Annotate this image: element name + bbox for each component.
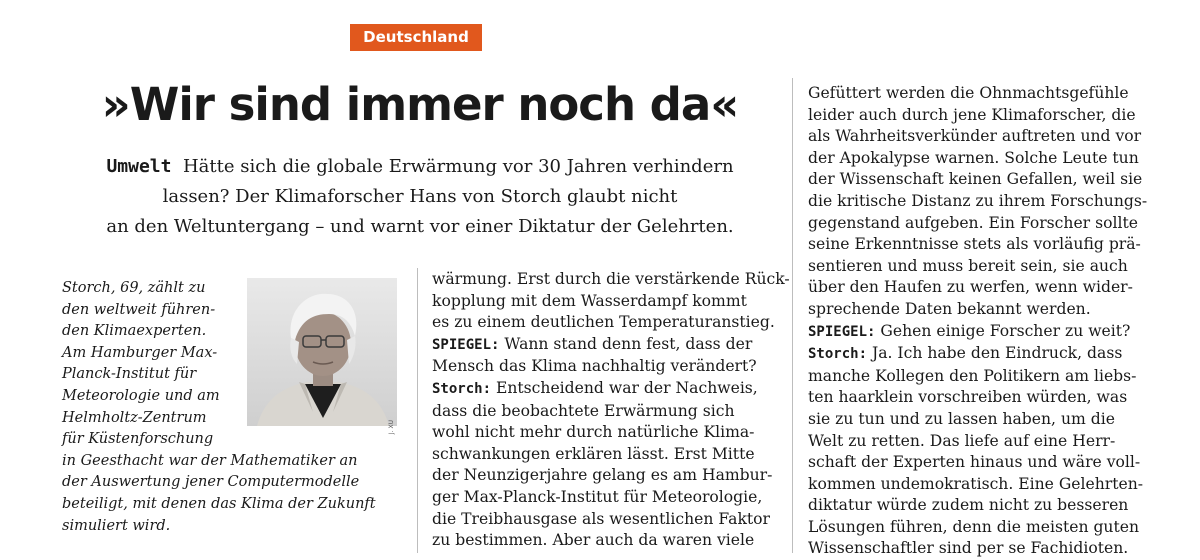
text-line-content: die Treibhausgase als wesentlichen Faktor	[432, 509, 771, 528]
headline: »Wir sind immer noch da«	[101, 78, 739, 131]
text-line	[808, 83, 1148, 105]
text-line	[808, 169, 1148, 191]
column-divider	[792, 78, 793, 553]
caption-line: den Klimaexperten.	[62, 323, 207, 340]
text-line	[808, 105, 1148, 127]
text-line	[432, 444, 772, 466]
text-line	[432, 401, 772, 423]
text-line	[808, 126, 1148, 148]
text-line-content: Ja. Ich habe den Eindruck, dass	[867, 344, 1123, 363]
lead-line	[60, 152, 780, 182]
lead-line: lassen? Der Klimaforscher Hans von Storch glaubt nicht	[162, 186, 678, 207]
text-line-content: ten haarklein vorschreiben würden, was	[808, 388, 1128, 407]
text-line	[432, 291, 772, 313]
text-line	[432, 422, 772, 444]
text-line-content: schaft der Experten hinaus und wäre voll-	[808, 453, 1141, 472]
text-line	[808, 191, 1148, 213]
lead-line: an den Weltuntergang – und warnt vor einer Diktatur der Gelehrten.	[106, 216, 734, 237]
portrait-illustration	[247, 278, 397, 426]
text-line	[432, 269, 790, 291]
text-line-content: manche Kollegen den Politikern am liebs-	[808, 366, 1137, 385]
caption-line: den weltweit führen-	[62, 301, 216, 318]
text-line	[808, 343, 1148, 366]
article-column-middle	[432, 269, 790, 552]
lead-kicker: Umwelt	[106, 156, 172, 177]
column-divider	[417, 268, 418, 553]
text-line-content: gegenstand aufgeben. Ein Forscher sollte	[808, 213, 1138, 232]
text-line-content: sentieren und muss bereit sein, sie auch	[808, 256, 1128, 275]
text-line	[808, 474, 1148, 496]
caption-line: Am Hamburger Max-	[62, 344, 218, 361]
text-line-content: Gehen einige Forscher zu weit?	[875, 321, 1131, 340]
text-line-content: seine Erkenntnisse stets als vorläufig prä-	[808, 235, 1141, 254]
text-line-content: Gefüttert werden die Ohnmachtsgefühle	[808, 84, 1129, 102]
text-line	[808, 431, 1148, 453]
text-line-content: sie zu tun und zu lassen haben, um die	[808, 409, 1115, 428]
text-line-content: Wissenschaftler sind per se Fachidioten.	[808, 539, 1129, 558]
text-line-content: wohl nicht mehr durch natürliche Klima-	[432, 423, 755, 442]
text-line-content: Welt zu retten. Das liefe auf eine Herr-	[808, 431, 1116, 450]
speaker-label: SPIEGEL:	[808, 323, 876, 340]
portrait-photo	[247, 278, 397, 435]
lead-paragraph	[60, 152, 780, 242]
text-line-content: Mensch das Klima nachhaltig verändert?	[432, 357, 757, 376]
caption-line: Meteorologie und am	[62, 387, 220, 404]
text-line	[432, 312, 775, 334]
text-line-content: über den Haufen zu werfen, wenn wider-	[808, 278, 1133, 297]
text-line	[432, 530, 772, 552]
text-line	[808, 387, 1148, 409]
text-line	[808, 256, 1148, 278]
text-line	[432, 378, 772, 401]
text-line-content: Lösungen führen, denn die meisten guten	[808, 517, 1140, 536]
text-line	[808, 213, 1148, 235]
caption-line: in Geesthacht war der Mathematiker an	[62, 452, 358, 469]
text-line	[432, 465, 772, 487]
speaker-label: Storch:	[432, 380, 492, 397]
speaker-label: Storch:	[808, 346, 868, 363]
text-line-content: kommen undemokratisch. Eine Gelehrten-	[808, 474, 1144, 493]
text-line-content: zu bestimmen. Aber auch da waren viele	[432, 531, 755, 550]
caption-line: für Küstenforschung	[62, 431, 214, 448]
lead-line-1-text: Hätte sich die globale Erwärmung vor 30 Jahren verhindern	[182, 156, 734, 177]
text-line	[808, 299, 1148, 321]
text-line-content: die kritische Distanz zu ihrem Forschungs-	[808, 191, 1148, 210]
text-line-content: der Wissenschaft keinen Gefallen, weil sie	[808, 170, 1143, 189]
caption-line: beteiligt, mit denen das Klima der Zukunft	[62, 495, 376, 512]
caption-line: Helmholtz-Zentrum	[62, 409, 207, 426]
text-line-content: der Apokalypse warnen. Solche Leute tun	[808, 148, 1139, 167]
text-line-content: ger Max-Planck-Institut für Meteorologie,	[432, 487, 763, 506]
text-line	[808, 321, 1148, 344]
text-line	[808, 234, 1148, 256]
text-line	[432, 509, 772, 531]
text-line	[808, 148, 1148, 170]
text-line	[808, 452, 1148, 474]
caption-line: Planck-Institut für	[62, 366, 197, 383]
text-line-content: als Wahrheitsverkünder auftreten und vor	[808, 127, 1142, 146]
text-line	[808, 495, 1148, 517]
section-tag: Deutschland	[350, 24, 482, 51]
text-line	[808, 538, 1148, 560]
caption-line: Storch, 69, zählt zu	[62, 280, 206, 296]
text-line-content: sprechende Daten bekannt werden.	[808, 299, 1091, 318]
text-line-content: es zu einem deutlichen Temperaturanstieg.	[432, 313, 775, 332]
text-line	[808, 277, 1148, 299]
text-line-content: Entscheidend war der Nachweis,	[491, 378, 758, 397]
text-line	[432, 487, 772, 509]
text-line-content: kopplung mit dem Wasserdampf kommt	[432, 291, 747, 310]
text-line-content: dass die beobachtete Erwärmung sich	[432, 401, 735, 420]
text-line-content: diktatur würde zudem nicht zu besseren	[808, 496, 1129, 515]
text-line	[432, 356, 772, 378]
text-line-content: der Neunzigerjahre gelang es am Hambur-	[432, 466, 773, 485]
text-line	[808, 366, 1148, 388]
text-line	[808, 517, 1148, 539]
text-line-content: wärmung. Erst durch die verstärkende Rück-	[432, 270, 790, 288]
text-line-content: leider auch durch jene Klimaforscher, die	[808, 105, 1136, 124]
article-column-right	[808, 83, 1148, 560]
caption-line: simuliert wird.	[62, 517, 171, 534]
text-line	[808, 409, 1148, 431]
text-line-content: schwankungen erklären lässt. Erst Mitte	[432, 444, 755, 463]
text-line-content: Wann stand denn fest, dass der	[499, 334, 753, 353]
speaker-label: SPIEGEL:	[432, 336, 500, 353]
text-line	[432, 334, 772, 357]
photo-credit: J. XU	[388, 420, 395, 435]
caption-line: der Auswertung jener Computermodelle	[62, 474, 360, 491]
